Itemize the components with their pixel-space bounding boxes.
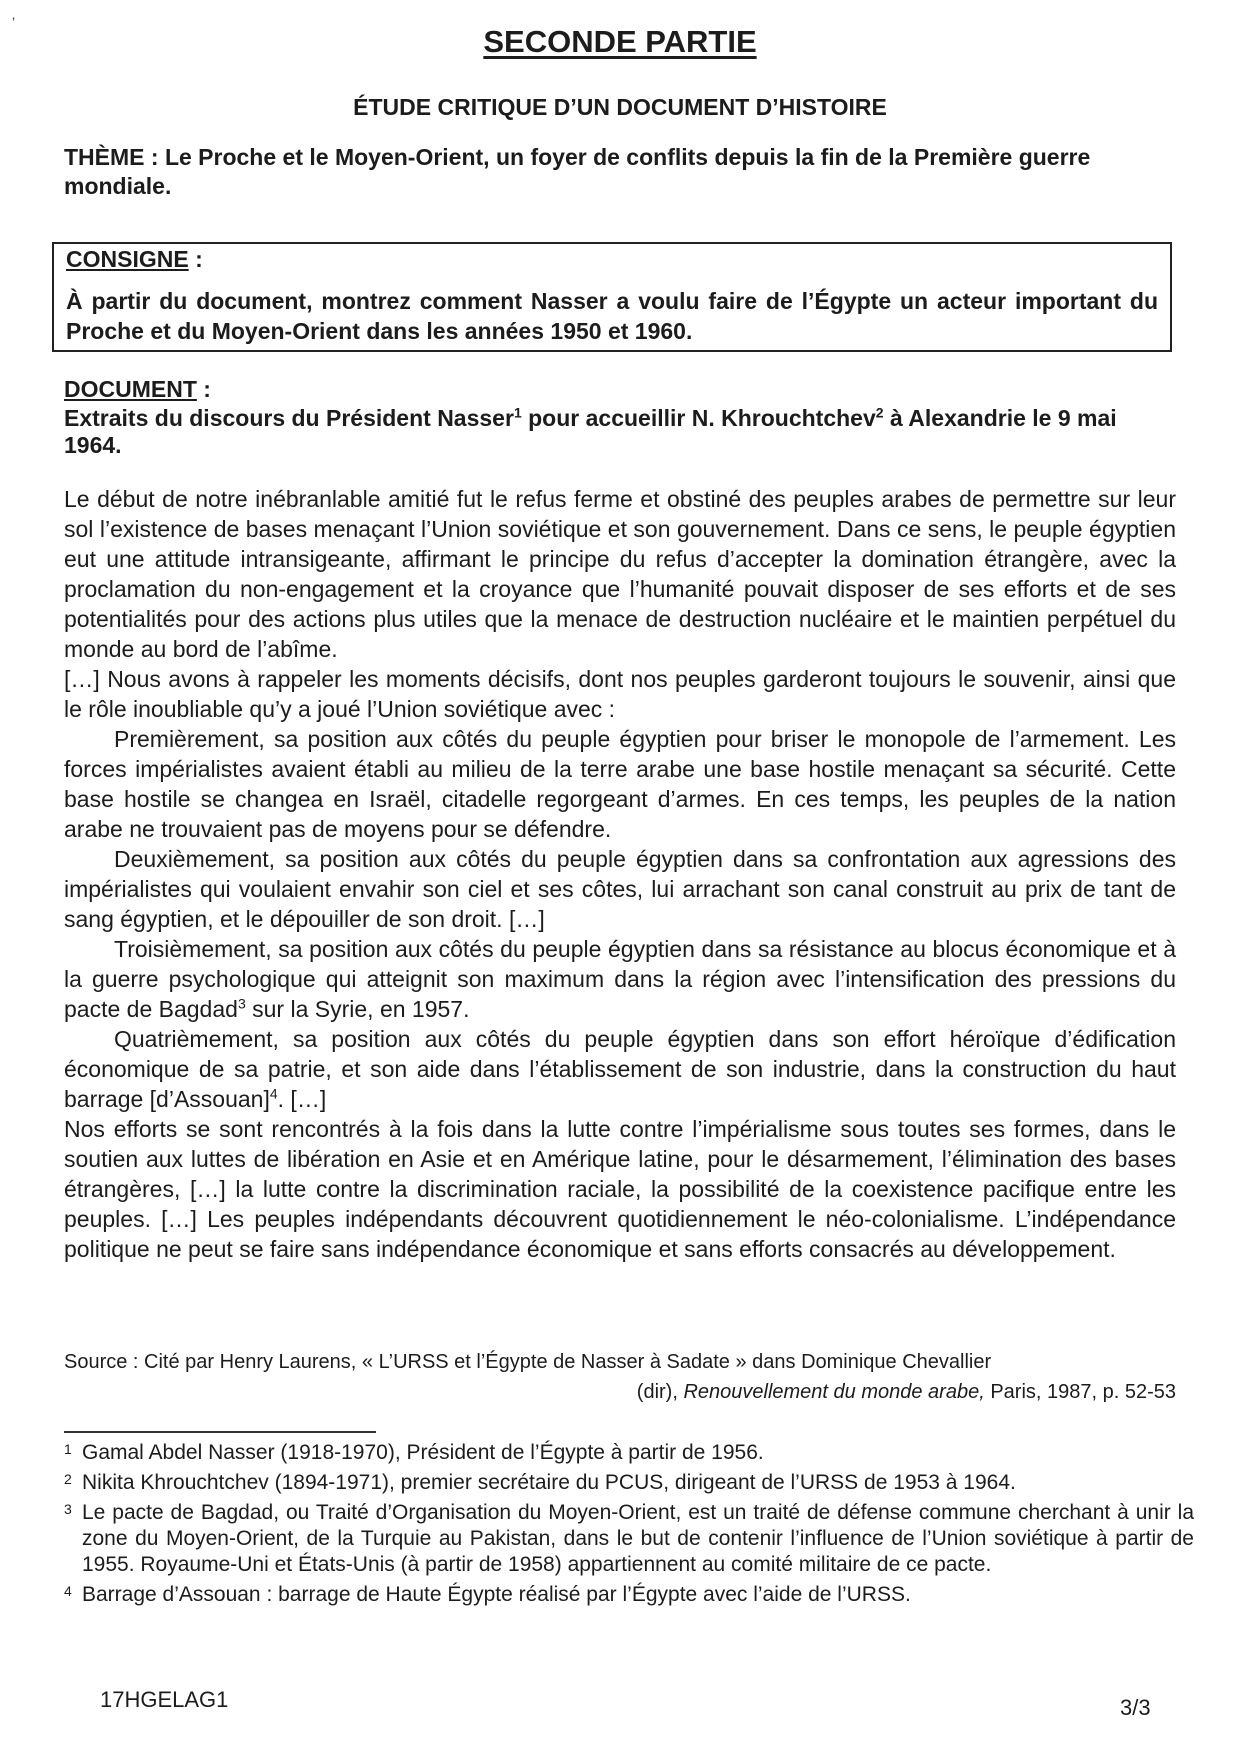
footnote-4	[64, 1582, 1194, 1608]
paragraph-2: […] Nous avons à rappeler les moments décisifs, dont nos peuples garderont toujours le souvenir, ainsi que le rôle inoubliable qu’y a joué l’Union soviétique avec :	[64, 666, 1176, 722]
footnote-text: Nikita Khrouchtchev (1894-1971), premier secrétaire du PCUS, dirigeant de l’URSS de 1953 à 1964.	[82, 1471, 1016, 1494]
source-line-2-part2: Paris, 1987, p. 52-53	[984, 1381, 1176, 1403]
document-title	[64, 405, 1174, 459]
source-line-2-part1: (dir),	[636, 1381, 684, 1403]
paragraph-5-part2: sur la Syrie, en 1957.	[245, 996, 470, 1022]
footnote-divider	[64, 1431, 376, 1433]
footnote-text: Gamal Abdel Nasser (1918-1970), Président de l’Égypte à partir de 1956.	[82, 1441, 764, 1464]
consigne-heading-colon: :	[188, 246, 203, 272]
footnote-ref-2: 2	[875, 404, 884, 421]
page-title: SECONDE PARTIE	[483, 24, 757, 59]
consigne-text: À partir du document, montrez comment Nasser a voulu faire de l’Égypte un acteur important du Proche et du Moyen-Orient dans les années 1950 et 1960.	[66, 288, 1158, 344]
theme-statement: THÈME : Le Proche et le Moyen-Orient, un foyer de conflits depuis la fin de la Première guerre mondiale.	[64, 144, 1091, 199]
footnote-number: 3	[64, 1501, 72, 1517]
document-heading-label: DOCUMENT	[64, 376, 197, 402]
footnote-2	[64, 1470, 1194, 1496]
paragraph-6	[64, 1024, 1176, 1114]
source-line-2	[64, 1377, 1176, 1407]
footnotes	[64, 1440, 1194, 1612]
document-title-part2: pour accueillir N. Khrouchtchev	[521, 405, 876, 431]
exam-code: 17HGELAG1	[100, 1687, 229, 1712]
source-book-title: Renouvellement du monde arabe,	[683, 1381, 985, 1403]
footnote-text: Le pacte de Bagdad, ou Traité d’Organisation du Moyen-Orient, est un traité de défense commune cherchant à unir la zone du Moyen-Orient, de la Turquie au Pakistan, dans le but de contenir l’influence de l’Union soviétique à partir de 1955. Royaume-Uni et États-Unis (à partir de 1958) appartiennent au comité militaire de ce pacte.	[82, 1501, 1194, 1576]
paragraph-5-part1: Troisièmement, sa position aux côtés du peuple égyptien dans sa résistance au blocus économique et à la guerre psychologique qui atteignit son maximum dans la région avec l’intensification des pressions du pacte de Bagdad	[64, 936, 1176, 1022]
page-subtitle: ÉTUDE CRITIQUE D’UN DOCUMENT D’HISTOIRE	[353, 94, 887, 120]
document-body	[64, 484, 1176, 1264]
document-title-part3: à Alexandrie le 9 mai 1964.	[64, 405, 1117, 458]
paragraph-5	[64, 934, 1176, 1024]
footnote-number: 2	[64, 1471, 72, 1487]
footnote-number: 1	[64, 1441, 72, 1457]
consigne-heading-label: CONSIGNE	[66, 246, 189, 272]
paragraph-6-part2: . […]	[277, 1086, 327, 1112]
document-title-part1: Extraits du discours du Président Nasser	[64, 405, 514, 431]
paragraph-1: Le début de notre inébranlable amitié fut le refus ferme et obstiné des peuples arabes de permettre sur leur sol l’existence de bases menaçant l’Union soviétique et son gouvernement. Dans ce sens, le peuple égyptien eut une attitude intransigeante, affirmant le principe du refus d’accepter la domination étrangère, avec la proclamation du non-engagement et la croyance que l’humanité pouvait disposer de ses efforts et de ses potentialités pour des actions plus utiles que la menace de destruction nucléaire et le maintien perpétuel du monde au bord de l’abîme.	[64, 486, 1176, 662]
paragraph-7: Nos efforts se sont rencontrés à la fois dans la lutte contre l’impérialisme sous toutes ses formes, dans le soutien aux luttes de libération en Asie et en Amérique latine, pour le désarmement, l’élimination des bases étrangères, […] la lutte contre la discrimination raciale, la possibilité de la coexistence pacifique entre les peuples. […] Les peuples indépendants découvrent quotidiennement le néo-colonialisme. L’indépendance politique ne peut se faire sans indépendance économique et sans efforts consacrés au développement.	[64, 1116, 1176, 1262]
footnote-ref-1: 1	[513, 404, 522, 421]
consigne-box	[52, 242, 1172, 352]
footnote-1	[64, 1440, 1194, 1466]
consigne-heading	[66, 244, 1158, 274]
footnote-ref-3: 3	[237, 995, 246, 1012]
footnote-ref-4: 4	[269, 1085, 278, 1102]
source-citation	[64, 1347, 1176, 1407]
footnote-text: Barrage d’Assouan : barrage de Haute Égypte réalisé par l’Égypte avec l’aide de l’URSS.	[82, 1583, 911, 1606]
footnote-3	[64, 1500, 1194, 1578]
paragraph-4: Deuxièmement, sa position aux côtés du peuple égyptien dans sa confrontation aux agressions des impérialistes qui voulaient envahir son ciel et ses côtes, lui arrachant son canal construit au prix de tant de sang égyptien, et le dépouiller de son droit. […]	[64, 846, 1176, 932]
paragraph-6-part1: Quatrièmement, sa position aux côtés du peuple égyptien dans son effort héroïque d’édification économique de sa patrie, et son aide dans l’établissement de son industrie, dans la construction du haut barrage [d’Assouan]	[64, 1026, 1176, 1112]
source-line-1: Source : Cité par Henry Laurens, « L’URSS et l’Égypte de Nasser à Sadate » dans Dominique Chevallier	[64, 1351, 992, 1373]
corner-mark: ’	[12, 14, 16, 30]
document-heading-colon: :	[196, 376, 211, 402]
paragraph-3: Premièrement, sa position aux côtés du peuple égyptien pour briser le monopole de l’armement. Les forces impérialistes avaient établi au milieu de la terre arabe une base hostile menaçant sa sécurité. Cette base hostile se changea en Israël, citadelle regorgeant d’armes. En ces temps, les peuples de la nation arabe ne trouvaient pas de moyens pour se défendre.	[64, 726, 1176, 842]
footnote-number: 4	[64, 1583, 72, 1599]
page-number: 3/3	[1120, 1695, 1151, 1720]
document-heading	[64, 375, 211, 403]
